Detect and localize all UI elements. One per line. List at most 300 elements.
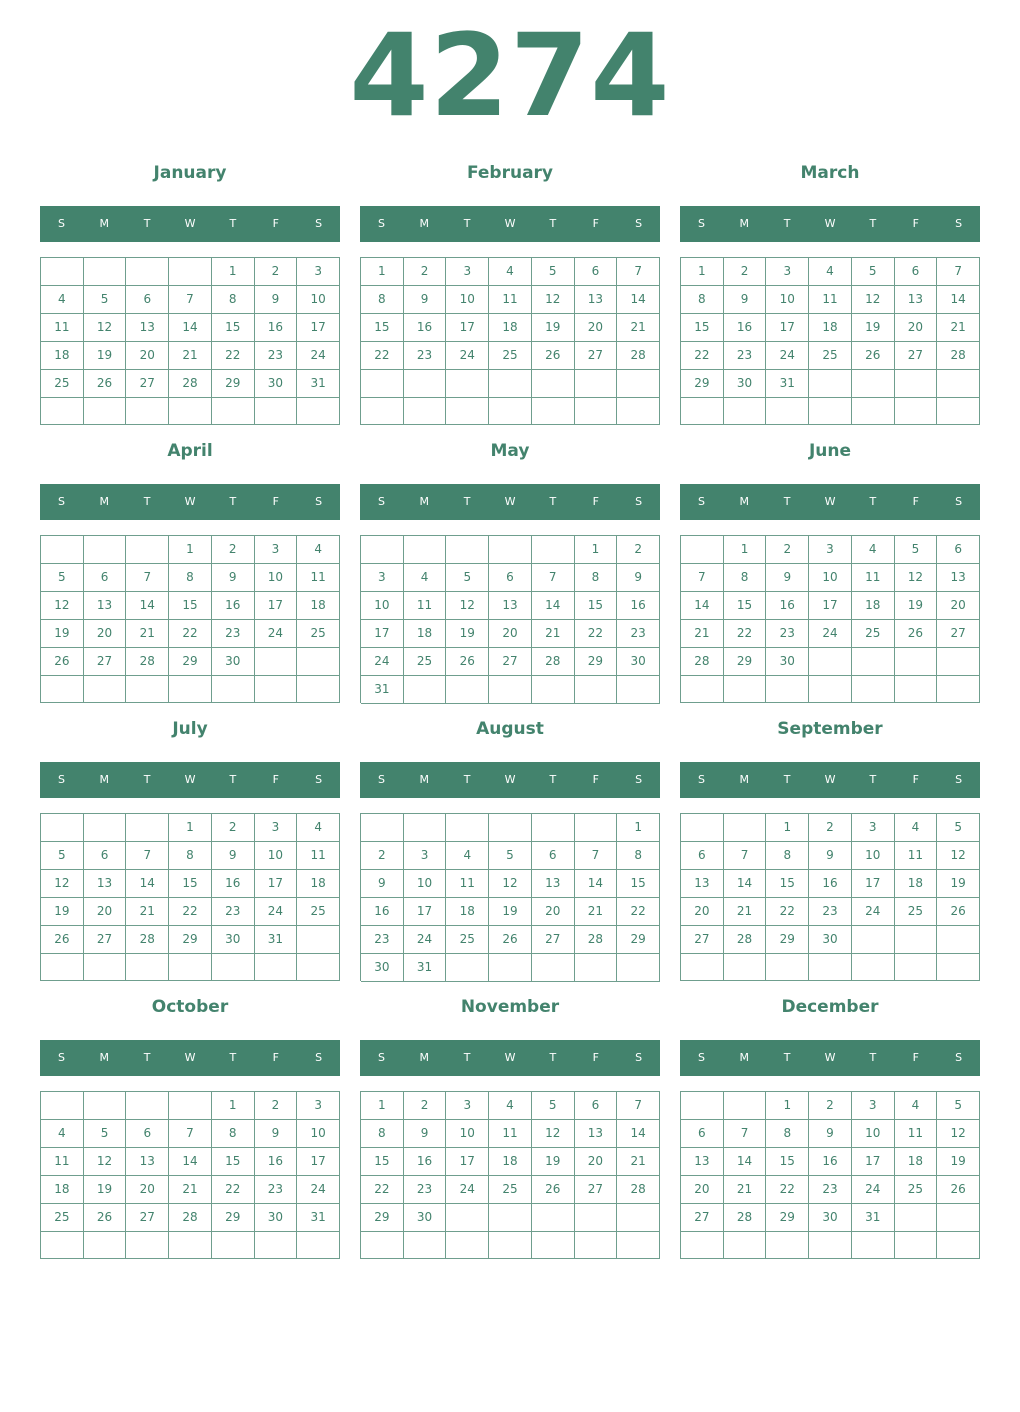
weekday-label: W (504, 495, 516, 508)
empty-day-cell (937, 954, 980, 981)
day-cell: 10 (446, 286, 489, 314)
day-cell: 22 (766, 1176, 809, 1204)
day-cell: 30 (404, 1204, 447, 1232)
day-cell: 24 (446, 342, 489, 370)
day-cell: 11 (297, 842, 340, 870)
day-cell: 10 (852, 842, 895, 870)
day-cell: 5 (489, 842, 532, 870)
day-cell: 19 (41, 898, 84, 926)
weekday-label: F (592, 1051, 599, 1064)
weekday-header (360, 206, 660, 242)
day-cell: 22 (169, 620, 212, 648)
weekday-label: S (57, 773, 65, 786)
day-cell: 7 (617, 258, 660, 286)
day-cell: 26 (84, 370, 127, 398)
day-cell: 7 (126, 842, 169, 870)
empty-day-cell (489, 814, 532, 842)
day-cell: 1 (724, 536, 767, 564)
day-cell: 7 (169, 286, 212, 314)
day-cell: 3 (809, 536, 852, 564)
weekday-label: T (143, 217, 151, 230)
day-cell: 29 (617, 926, 660, 954)
day-cell: 10 (255, 564, 298, 592)
day-cell: 11 (41, 314, 84, 342)
day-cell: 19 (84, 342, 127, 370)
day-cell: 30 (255, 1204, 298, 1232)
day-cell: 1 (617, 814, 660, 842)
day-cell: 6 (681, 1120, 724, 1148)
day-cell: 6 (84, 564, 127, 592)
empty-day-cell (255, 398, 298, 425)
day-cell: 2 (255, 258, 298, 286)
day-cell: 18 (404, 620, 447, 648)
day-cell: 19 (532, 1148, 575, 1176)
weekday-header (680, 206, 980, 242)
empty-day-cell (404, 1232, 447, 1259)
day-cell: 22 (724, 620, 767, 648)
day-cell: 7 (575, 842, 618, 870)
empty-day-cell (895, 676, 938, 703)
day-cell: 22 (617, 898, 660, 926)
day-cell: 21 (169, 1176, 212, 1204)
empty-day-cell (84, 676, 127, 703)
day-cell: 25 (297, 620, 340, 648)
day-cell: 22 (575, 620, 618, 648)
day-cell: 19 (84, 1176, 127, 1204)
weekday-label: S (57, 217, 65, 230)
day-cell: 13 (681, 870, 724, 898)
empty-day-cell (724, 676, 767, 703)
day-cell: 23 (212, 620, 255, 648)
day-grid (680, 813, 980, 981)
empty-day-cell (361, 536, 404, 564)
empty-day-cell (84, 398, 127, 425)
day-cell: 28 (617, 1176, 660, 1204)
day-cell: 2 (809, 1092, 852, 1120)
weekday-label: W (824, 217, 836, 230)
day-cell: 1 (169, 536, 212, 564)
weekday-header (680, 762, 980, 798)
day-cell: 14 (169, 1148, 212, 1176)
weekday-label: S (57, 495, 65, 508)
day-cell: 2 (361, 842, 404, 870)
day-cell: 15 (169, 592, 212, 620)
empty-day-cell (575, 398, 618, 426)
weekday-label: T (869, 773, 877, 786)
day-cell: 19 (937, 1148, 980, 1176)
day-cell: 9 (617, 564, 660, 592)
weekday-label: M (99, 773, 110, 786)
day-cell: 1 (766, 814, 809, 842)
day-cell: 23 (255, 1176, 298, 1204)
empty-day-cell (404, 370, 447, 398)
day-cell: 26 (937, 898, 980, 926)
empty-day-cell (446, 1232, 489, 1259)
day-cell: 18 (297, 592, 340, 620)
empty-day-cell (489, 370, 532, 398)
day-cell: 26 (532, 1176, 575, 1204)
day-grid (680, 535, 980, 703)
day-cell: 14 (724, 870, 767, 898)
day-cell: 10 (446, 1120, 489, 1148)
day-cell: 15 (617, 870, 660, 898)
day-cell: 9 (212, 842, 255, 870)
day-cell: 29 (681, 370, 724, 398)
weekday-label: S (315, 1051, 323, 1064)
day-cell: 22 (361, 342, 404, 370)
day-cell: 18 (41, 342, 84, 370)
weekday-label: W (504, 217, 516, 230)
day-cell: 2 (255, 1092, 298, 1120)
empty-day-cell (41, 676, 84, 703)
day-cell: 22 (212, 342, 255, 370)
day-cell: 23 (809, 898, 852, 926)
day-cell: 27 (681, 926, 724, 954)
day-cell: 31 (255, 926, 298, 954)
day-cell: 1 (212, 1092, 255, 1120)
day-cell: 8 (681, 286, 724, 314)
day-cell: 20 (84, 620, 127, 648)
day-cell: 21 (575, 898, 618, 926)
weekday-header (680, 484, 980, 520)
day-cell: 13 (575, 1120, 618, 1148)
day-cell: 5 (41, 842, 84, 870)
weekday-label: F (592, 495, 599, 508)
day-grid (360, 813, 660, 981)
day-cell: 7 (681, 564, 724, 592)
empty-day-cell (575, 676, 618, 704)
day-cell: 3 (255, 814, 298, 842)
empty-day-cell (297, 676, 340, 703)
day-cell: 24 (297, 1176, 340, 1204)
day-cell: 10 (809, 564, 852, 592)
empty-day-cell (617, 398, 660, 426)
empty-day-cell (169, 676, 212, 703)
day-cell: 23 (617, 620, 660, 648)
day-cell: 3 (297, 258, 340, 286)
day-cell: 15 (766, 1148, 809, 1176)
empty-day-cell (895, 648, 938, 676)
empty-day-cell (617, 1232, 660, 1259)
empty-day-cell (937, 676, 980, 703)
day-cell: 16 (766, 592, 809, 620)
day-cell: 9 (404, 1120, 447, 1148)
day-cell: 29 (169, 926, 212, 954)
day-cell: 6 (126, 286, 169, 314)
weekday-label: T (549, 773, 557, 786)
day-cell: 19 (446, 620, 489, 648)
day-cell: 11 (809, 286, 852, 314)
weekday-label: W (824, 495, 836, 508)
empty-day-cell (852, 370, 895, 398)
day-cell: 1 (169, 814, 212, 842)
day-cell: 4 (41, 1120, 84, 1148)
day-cell: 10 (852, 1120, 895, 1148)
day-cell: 10 (766, 286, 809, 314)
day-cell: 7 (169, 1120, 212, 1148)
day-cell: 13 (126, 1148, 169, 1176)
day-cell: 24 (404, 926, 447, 954)
day-cell: 3 (446, 1092, 489, 1120)
empty-day-cell (809, 954, 852, 981)
day-cell: 25 (297, 898, 340, 926)
day-cell: 26 (446, 648, 489, 676)
day-cell: 25 (41, 1204, 84, 1232)
day-cell: 29 (575, 648, 618, 676)
weekday-label: S (315, 217, 323, 230)
day-cell: 4 (809, 258, 852, 286)
empty-day-cell (126, 1092, 169, 1120)
weekday-label: S (315, 495, 323, 508)
empty-day-cell (446, 398, 489, 426)
day-cell: 13 (84, 592, 127, 620)
day-cell: 14 (617, 1120, 660, 1148)
weekday-label: M (419, 773, 430, 786)
weekday-label: M (99, 495, 110, 508)
day-cell: 31 (297, 370, 340, 398)
day-cell: 15 (212, 1148, 255, 1176)
empty-day-cell (84, 258, 127, 286)
weekday-label: S (377, 773, 385, 786)
weekday-header (360, 762, 660, 798)
day-cell: 8 (575, 564, 618, 592)
day-cell: 28 (724, 1204, 767, 1232)
day-cell: 21 (724, 1176, 767, 1204)
day-cell: 21 (126, 898, 169, 926)
empty-day-cell (681, 1232, 724, 1259)
day-cell: 24 (446, 1176, 489, 1204)
empty-day-cell (724, 1232, 767, 1259)
weekday-label: S (697, 1051, 705, 1064)
empty-day-cell (937, 1232, 980, 1259)
empty-day-cell (169, 398, 212, 425)
day-cell: 16 (809, 870, 852, 898)
day-cell: 20 (681, 1176, 724, 1204)
day-cell: 13 (84, 870, 127, 898)
weekday-label: S (635, 773, 643, 786)
empty-day-cell (895, 1204, 938, 1232)
day-cell: 15 (212, 314, 255, 342)
day-cell: 9 (212, 564, 255, 592)
weekday-label: M (739, 495, 750, 508)
empty-day-cell (766, 676, 809, 703)
day-grid (680, 257, 980, 425)
empty-day-cell (169, 258, 212, 286)
weekday-label: S (377, 217, 385, 230)
day-cell: 25 (404, 648, 447, 676)
day-cell: 16 (212, 870, 255, 898)
empty-day-cell (852, 1232, 895, 1259)
empty-day-cell (126, 676, 169, 703)
day-cell: 27 (84, 648, 127, 676)
day-cell: 17 (766, 314, 809, 342)
day-cell: 3 (852, 1092, 895, 1120)
day-cell: 24 (255, 898, 298, 926)
day-cell: 9 (809, 842, 852, 870)
empty-day-cell (361, 398, 404, 426)
empty-day-cell (297, 1232, 340, 1259)
day-cell: 12 (41, 870, 84, 898)
empty-day-cell (937, 1204, 980, 1232)
day-cell: 3 (297, 1092, 340, 1120)
day-cell: 15 (361, 1148, 404, 1176)
day-cell: 4 (297, 814, 340, 842)
day-cell: 20 (126, 1176, 169, 1204)
day-cell: 30 (617, 648, 660, 676)
day-cell: 19 (937, 870, 980, 898)
empty-day-cell (84, 536, 127, 564)
day-cell: 4 (489, 258, 532, 286)
weekday-label: S (377, 1051, 385, 1064)
day-cell: 3 (361, 564, 404, 592)
empty-day-cell (681, 814, 724, 842)
weekday-label: W (824, 1051, 836, 1064)
day-cell: 15 (361, 314, 404, 342)
day-cell: 18 (297, 870, 340, 898)
empty-day-cell (937, 370, 980, 398)
day-cell: 9 (766, 564, 809, 592)
day-cell: 31 (297, 1204, 340, 1232)
day-cell: 17 (446, 314, 489, 342)
empty-day-cell (41, 258, 84, 286)
day-cell: 20 (575, 1148, 618, 1176)
day-cell: 30 (809, 926, 852, 954)
empty-day-cell (212, 398, 255, 425)
day-cell: 4 (852, 536, 895, 564)
day-cell: 2 (809, 814, 852, 842)
day-cell: 9 (724, 286, 767, 314)
empty-day-cell (255, 648, 298, 676)
empty-day-cell (489, 676, 532, 704)
day-cell: 9 (255, 286, 298, 314)
empty-day-cell (766, 954, 809, 981)
empty-day-cell (489, 398, 532, 426)
day-cell: 12 (532, 286, 575, 314)
day-cell: 9 (361, 870, 404, 898)
day-cell: 24 (852, 898, 895, 926)
day-cell: 2 (212, 814, 255, 842)
weekday-header (40, 762, 340, 798)
day-cell: 21 (532, 620, 575, 648)
day-cell: 8 (617, 842, 660, 870)
day-cell: 1 (212, 258, 255, 286)
day-cell: 5 (41, 564, 84, 592)
empty-day-cell (895, 954, 938, 981)
empty-day-cell (41, 814, 84, 842)
day-cell: 11 (895, 1120, 938, 1148)
weekday-label: M (99, 217, 110, 230)
weekday-label: T (143, 1051, 151, 1064)
day-cell: 27 (489, 648, 532, 676)
day-cell: 28 (126, 648, 169, 676)
day-cell: 22 (212, 1176, 255, 1204)
day-cell: 8 (361, 286, 404, 314)
empty-day-cell (404, 536, 447, 564)
day-cell: 12 (532, 1120, 575, 1148)
month-name: July (172, 719, 208, 739)
day-cell: 27 (126, 1204, 169, 1232)
weekday-label: F (272, 773, 279, 786)
day-cell: 6 (895, 258, 938, 286)
day-cell: 14 (126, 592, 169, 620)
day-cell: 22 (766, 898, 809, 926)
empty-day-cell (532, 536, 575, 564)
day-cell: 30 (809, 1204, 852, 1232)
day-cell: 26 (532, 342, 575, 370)
weekday-label: W (184, 773, 196, 786)
day-cell: 21 (169, 342, 212, 370)
day-cell: 25 (41, 370, 84, 398)
weekday-label: T (549, 495, 557, 508)
day-cell: 6 (575, 1092, 618, 1120)
day-cell: 1 (681, 258, 724, 286)
day-cell: 14 (575, 870, 618, 898)
empty-day-cell (126, 398, 169, 425)
day-cell: 20 (489, 620, 532, 648)
day-cell: 12 (852, 286, 895, 314)
weekday-label: S (315, 773, 323, 786)
day-cell: 26 (41, 926, 84, 954)
weekday-label: W (184, 1051, 196, 1064)
empty-day-cell (404, 814, 447, 842)
day-cell: 15 (169, 870, 212, 898)
day-cell: 1 (766, 1092, 809, 1120)
day-cell: 16 (212, 592, 255, 620)
weekday-label: T (783, 495, 791, 508)
day-cell: 24 (297, 342, 340, 370)
day-cell: 10 (361, 592, 404, 620)
empty-day-cell (446, 370, 489, 398)
day-cell: 29 (361, 1204, 404, 1232)
day-cell: 11 (852, 564, 895, 592)
day-cell: 30 (212, 926, 255, 954)
empty-day-cell (489, 954, 532, 982)
day-cell: 24 (361, 648, 404, 676)
empty-day-cell (169, 1092, 212, 1120)
weekday-label: W (824, 773, 836, 786)
day-cell: 20 (532, 898, 575, 926)
day-cell: 27 (681, 1204, 724, 1232)
day-cell: 16 (404, 314, 447, 342)
day-cell: 23 (766, 620, 809, 648)
day-cell: 27 (937, 620, 980, 648)
day-cell: 17 (852, 870, 895, 898)
day-cell: 13 (489, 592, 532, 620)
weekday-label: F (912, 495, 919, 508)
weekday-label: W (504, 773, 516, 786)
weekday-label: W (184, 495, 196, 508)
empty-day-cell (126, 954, 169, 981)
day-cell: 18 (446, 898, 489, 926)
empty-day-cell (297, 398, 340, 425)
day-grid (360, 1091, 660, 1259)
weekday-label: F (592, 217, 599, 230)
day-cell: 7 (126, 564, 169, 592)
day-cell: 16 (617, 592, 660, 620)
day-grid (680, 1091, 980, 1259)
empty-day-cell (126, 536, 169, 564)
empty-day-cell (404, 398, 447, 426)
day-cell: 4 (404, 564, 447, 592)
day-cell: 11 (489, 1120, 532, 1148)
day-grid (40, 257, 340, 425)
day-grid (40, 1091, 340, 1259)
empty-day-cell (724, 398, 767, 425)
day-cell: 13 (575, 286, 618, 314)
day-cell: 31 (852, 1204, 895, 1232)
day-cell: 2 (766, 536, 809, 564)
weekday-label: T (229, 217, 237, 230)
